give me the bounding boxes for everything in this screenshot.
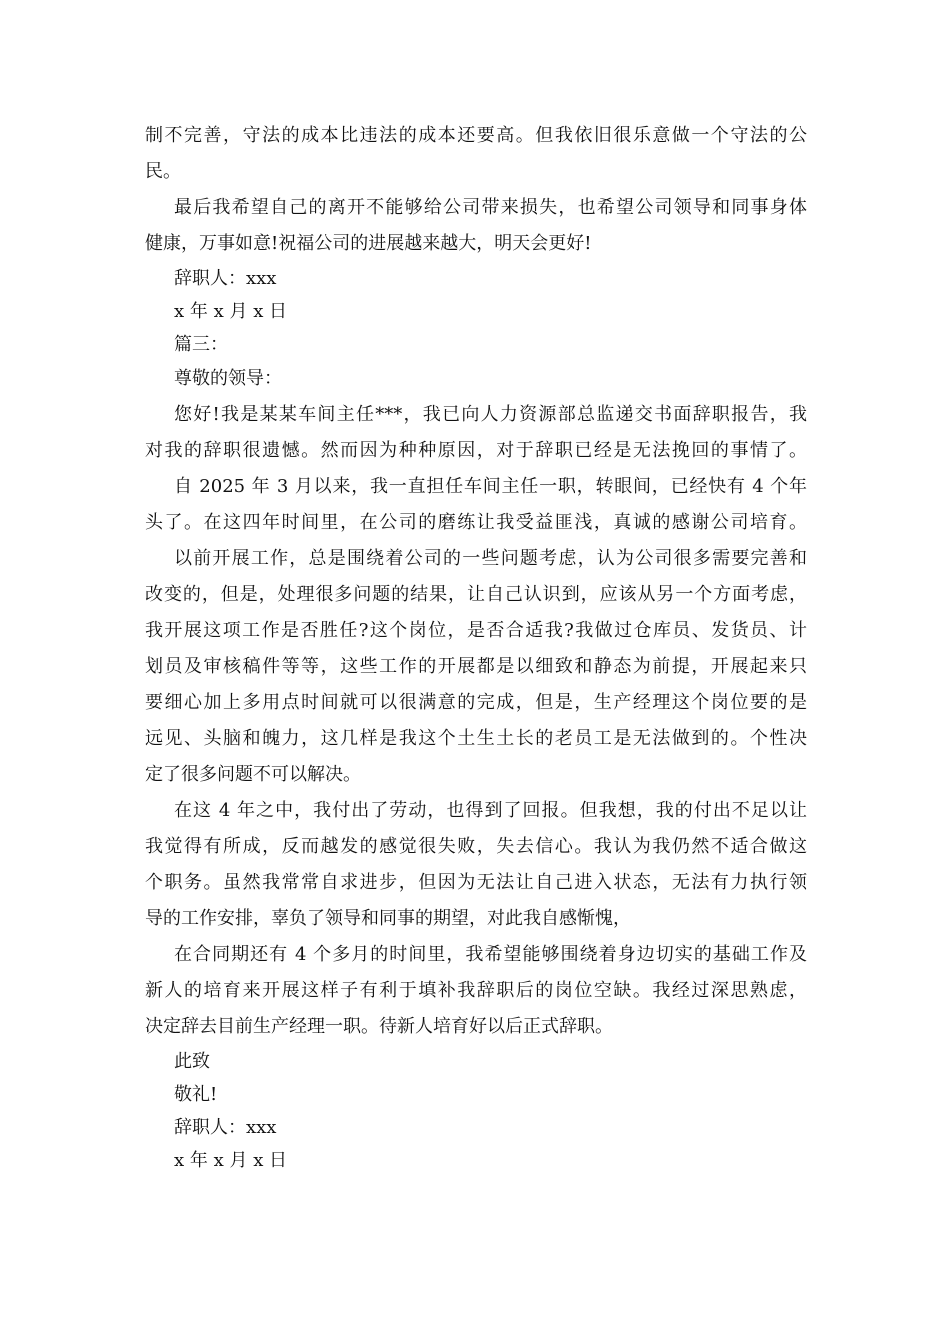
- paragraph-line: 划员及审核稿件等等，这些工作的开展都是以细致和静态为前提，开展起来只: [145, 656, 807, 677]
- paragraph-line: 要细心加上多用点时间就可以很满意的完成，但是，生产经理这个岗位要的是: [145, 692, 807, 713]
- paragraph-line: 最后我希望自己的离开不能够给公司带来损失，也希望公司领导和同事身体: [174, 197, 807, 218]
- date-line: x 年 x 月 x 日: [174, 301, 288, 322]
- date-line: x 年 x 月 x 日: [174, 1150, 288, 1171]
- paragraph-line: 远见、头脑和魄力，这几样是我这个土生土长的老员工是无法做到的。个性决: [145, 728, 807, 749]
- paragraph-line: 我开展这项工作是否胜任?这个岗位，是否合适我?我做过仓库员、发货员、计: [145, 620, 807, 641]
- paragraph-line: 制不完善，守法的成本比违法的成本还要高。但我依旧很乐意做一个守法的公: [145, 125, 807, 146]
- paragraph-line: 导的工作安排，辜负了领导和同事的期望，对此我自感惭愧，: [145, 908, 631, 929]
- paragraph-line: 民。: [145, 161, 181, 182]
- paragraph-line: 决定辞去目前生产经理一职。待新人培育好以后正式辞职。: [145, 1016, 613, 1037]
- paragraph-line: 在这 4 年之中，我付出了劳动，也得到了回报。但我想，我的付出不足以让: [174, 800, 807, 821]
- signature-line: 辞职人：xxx: [174, 268, 277, 289]
- paragraph-line: 自 2025 年 3 月以来，我一直担任车间主任一职，转眼间，已经快有 4 个年: [174, 476, 807, 497]
- paragraph-line: 个职务。虽然我常常自求进步，但因为无法让自己进入状态，无法有力执行领: [145, 872, 807, 893]
- paragraph-line: 新人的培育来开展这样子有利于填补我辞职后的岗位空缺。我经过深思熟虑，: [145, 980, 807, 1001]
- signature-line: 辞职人：xxx: [174, 1117, 277, 1138]
- paragraph-line: 健康，万事如意!祝福公司的进展越来越大，明天会更好!: [145, 233, 592, 254]
- paragraph-line: 对我的辞职很遗憾。然而因为种种原因，对于辞职已经是无法挽回的事情了。: [145, 440, 807, 461]
- closing-line: 此致: [174, 1051, 210, 1072]
- section-heading: 篇三：: [174, 334, 228, 355]
- paragraph-line: 我觉得有所成，反而越发的感觉很失败，失去信心。我认为我仍然不适合做这: [145, 836, 807, 857]
- paragraph-line: 定了很多问题不可以解决。: [145, 764, 361, 785]
- paragraph-line: 以前开展工作，总是围绕着公司的一些问题考虑，认为公司很多需要完善和: [174, 548, 807, 569]
- document-body: [145, 118, 807, 1177]
- salutation: 尊敬的领导：: [174, 368, 282, 389]
- paragraph-line: 改变的，但是，处理很多问题的结果，让自己认识到，应该从另一个方面考虑，: [145, 584, 807, 605]
- paragraph-line: 头了。在这四年时间里，在公司的磨练让我受益匪浅，真诚的感谢公司培育。: [145, 512, 807, 533]
- paragraph-line: 在合同期还有 4 个多月的时间里，我希望能够围绕着身边切实的基础工作及: [174, 944, 807, 965]
- paragraph-line: 您好!我是某某车间主任***，我已向人力资源部总监递交书面辞职报告，我: [174, 404, 807, 425]
- closing-line: 敬礼!: [174, 1084, 218, 1105]
